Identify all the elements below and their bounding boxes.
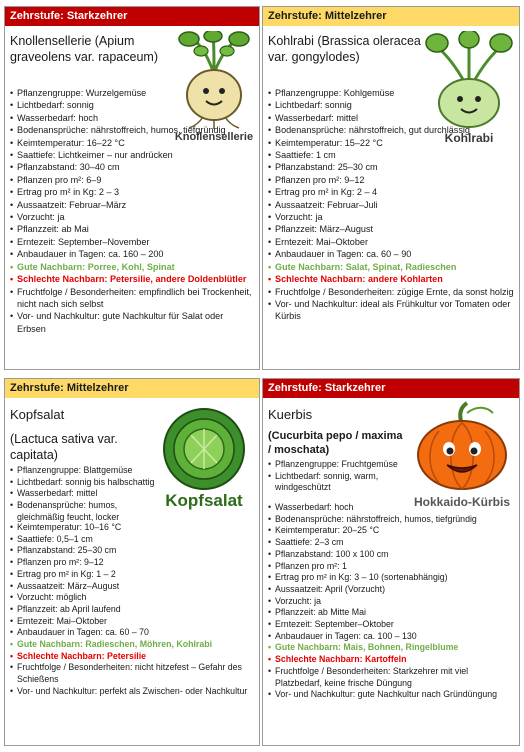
fact-list [268, 87, 514, 323]
fact-item: • Pflanzengruppe: Fruchtgemüse [268, 459, 410, 471]
fact-item: • Saattiefe: 2–3 cm [268, 537, 514, 549]
fact-item: • Anbaudauer in Tagen: ca. 60 – 90 [268, 248, 514, 260]
fact-item: • Vorzucht: möglich [10, 592, 254, 604]
fact-item: • Keimtemperatur: 15–22 °C [268, 137, 514, 149]
fact-item: • Vorzucht: ja [10, 211, 254, 223]
fact-item: • Fruchtfolge / Besonderheiten: empfindlich bei Trockenheit, nicht nach sich selbst [10, 286, 254, 311]
fact-item: • Pflanzzeit: ab Mai [10, 223, 254, 235]
fact-item: • Lichtbedarf: sonnig, warm, windgeschützt [268, 471, 410, 494]
fact-item: • Ertrag pro m² in Kg: 2 – 3 [10, 186, 254, 198]
card-stage-header: Zehrstufe: Starkzehrer [263, 379, 519, 398]
fact-item: • Anbaudauer in Tagen: ca. 60 – 70 [10, 627, 254, 639]
fact-item: • Pflanzzeit: März–August [268, 223, 514, 235]
fact-item: • Keimtemperatur: 10–16 °C [10, 522, 254, 534]
fact-item: • Bodenansprüche: nährstoffreich, gut durchlässig [268, 124, 514, 136]
fact-good-neighbors: • Gute Nachbarn: Porree, Kohl, Spinat [10, 261, 254, 273]
fact-item: • Pflanzabstand: 25–30 cm [10, 545, 254, 557]
fact-item: • Pflanzzeit: ab Mitte Mai [268, 607, 514, 619]
lettuce-icon [151, 405, 257, 517]
fact-item: • Vor- und Nachkultur: perfekt als Zwischen- oder Nachkultur [10, 686, 254, 698]
fact-item: • Aussaatzeit: März–August [10, 581, 254, 593]
card-stage-header: Zehrstufe: Mittelzehrer [5, 379, 259, 398]
card-subtitle: (Lactuca sativa var. capitata) [10, 432, 118, 462]
fact-item: • Wasserbedarf: hoch [268, 502, 514, 514]
fact-item: • Erntezeit: September–November [10, 236, 254, 248]
card-kuerbis [262, 378, 520, 746]
fact-item: • Keimtemperatur: 16–22 °C [10, 137, 254, 149]
fact-item: • Vor- und Nachkultur: gute Nachkultur für Salat oder Erbsen [10, 310, 254, 335]
card-title-text: Kuerbis [268, 407, 313, 422]
fact-item: • Aussaatzeit: Februar–Juli [268, 199, 514, 211]
fact-item: • Bodenansprüche: nährstoffreich, humos, tiefgründig [10, 124, 254, 136]
fact-item: • Fruchtfolge / Besonderheiten: nicht hitzefest – Gefahr des Schießens [10, 662, 254, 685]
fact-good-neighbors: • Gute Nachbarn: Mais, Bohnen, Ringelblume [268, 642, 514, 654]
card-title-text: Kopfsalat [10, 407, 65, 422]
fact-item: • Ertrag pro m² in Kg: 1 – 2 [10, 569, 254, 581]
fact-item: • Lichtbedarf: sonnig bis halbschattig [10, 477, 158, 489]
fact-bad-neighbors: • Schlechte Nachbarn: Kartoffeln [268, 654, 514, 666]
fact-list-top [268, 459, 410, 494]
image-label: Kopfsalat [165, 491, 243, 510]
fact-item: • Keimtemperatur: 20–25 °C [268, 525, 514, 537]
fact-item: • Pflanzengruppe: Blattgemüse [10, 465, 158, 477]
fact-item: • Pflanzen pro m²: 1 [268, 561, 514, 573]
fact-item: • Pflanzabstand: 100 x 100 cm [268, 549, 514, 561]
fact-item: • Saattiefe: 1 cm [268, 149, 514, 161]
fact-item: • Pflanzabstand: 25–30 cm [268, 161, 514, 173]
fact-item: • Aussaatzeit: April (Vorzucht) [268, 584, 514, 596]
fact-item: • Pflanzen pro m²: 9–12 [10, 557, 254, 569]
fact-item: • Erntezeit: Mai–Oktober [10, 616, 254, 628]
card-title: Knollensellerie (Apium graveolens var. rapaceum) [10, 34, 158, 64]
fact-good-neighbors: • Gute Nachbarn: Radieschen, Möhren, Kohlrabi [10, 639, 254, 651]
fact-item: • Lichtbedarf: sonnig [268, 99, 514, 111]
fact-item: • Anbaudauer in Tagen: ca. 100 – 130 [268, 631, 514, 643]
fact-item: • Pflanzen pro m²: 9–12 [268, 174, 514, 186]
fact-item: • Wasserbedarf: hoch [10, 112, 254, 124]
fact-item: • Pflanzzeit: ab April laufend [10, 604, 254, 616]
fact-item: • Vor- und Nachkultur: gute Nachkultur nach Gründüngung [268, 689, 514, 701]
image-label: Knollensellerie [174, 131, 254, 143]
card-stage-header: Zehrstufe: Mittelzehrer [263, 7, 519, 26]
fact-item: • Saattiefe: Lichtkeimer – nur andrücken [10, 149, 254, 161]
card-stage-header: Zehrstufe: Starkzehrer [5, 7, 259, 26]
fact-bad-neighbors: • Schlechte Nachbarn: andere Kohlarten [268, 273, 514, 285]
card-knollensellerie [4, 6, 260, 370]
fact-item: • Vor- und Nachkultur: ideal als Frühkultur vor Tomaten oder Kürbis [268, 298, 514, 323]
fact-item: • Aussaatzeit: Februar–März [10, 199, 254, 211]
fact-list-top [10, 465, 158, 524]
fact-item: • Pflanzengruppe: Wurzelgemüse [10, 87, 254, 99]
image-label: Hokkaido-Kürbis [413, 495, 510, 509]
fact-item: • Erntezeit: September–Oktober [268, 619, 514, 631]
fact-item: • Fruchtfolge / Besonderheiten: Starkzehrer mit viel Platzbedarf, keine frische Düngung [268, 666, 514, 689]
card-title [268, 407, 408, 457]
fact-item: • Bodenansprüche: nährstoffreich, humos, tiefgründig [268, 514, 514, 526]
card-title: Kohlrabi (Brassica oleracea var. gongylodes) [268, 34, 421, 64]
card-subtitle: (Cucurbita pepo / maxima / moschata) [268, 430, 403, 456]
fact-item: • Saattiefe: 0,5–1 cm [10, 534, 254, 546]
card-title [10, 407, 150, 463]
fact-item: • Vorzucht: ja [268, 596, 514, 608]
fact-item: • Lichtbedarf: sonnig [10, 99, 254, 111]
fact-item: • Vorzucht: ja [268, 211, 514, 223]
fact-item: • Bodenansprüche: humos, gleichmäßig feucht, locker [10, 500, 158, 523]
fact-bad-neighbors: • Schlechte Nachbarn: Petersilie, andere Doldenblütler [10, 273, 254, 285]
card-kohlrabi [262, 6, 520, 370]
fact-item: • Anbaudauer in Tagen: ca. 160 – 200 [10, 248, 254, 260]
card-kopfsalat [4, 378, 260, 746]
fact-item: • Ertrag pro m² in Kg: 3 – 10 (sortenabhängig) [268, 572, 514, 584]
fact-item: • Erntezeit: Mai–Oktober [268, 236, 514, 248]
fact-item: • Wasserbedarf: mittel [10, 488, 158, 500]
fact-item: • Wasserbedarf: mittel [268, 112, 514, 124]
fact-item: • Fruchtfolge / Besonderheiten: zügige Ernte, da sonst holzig [268, 286, 514, 298]
fact-item: • Ertrag pro m² in Kg: 2 – 4 [268, 186, 514, 198]
image-label: Kohlrabi [444, 131, 494, 145]
fact-list [10, 87, 254, 335]
fact-item: • Pflanzabstand: 30–40 cm [10, 161, 254, 173]
fact-bad-neighbors: • Schlechte Nachbarn: Petersilie [10, 651, 254, 663]
fact-item: • Pflanzengruppe: Kohlgemüse [268, 87, 514, 99]
fact-item: • Pflanzen pro m²: 6–9 [10, 174, 254, 186]
fact-list-rest [10, 522, 254, 698]
fact-good-neighbors: • Gute Nachbarn: Salat, Spinat, Radieschen [268, 261, 514, 273]
fact-list-rest [268, 502, 514, 701]
